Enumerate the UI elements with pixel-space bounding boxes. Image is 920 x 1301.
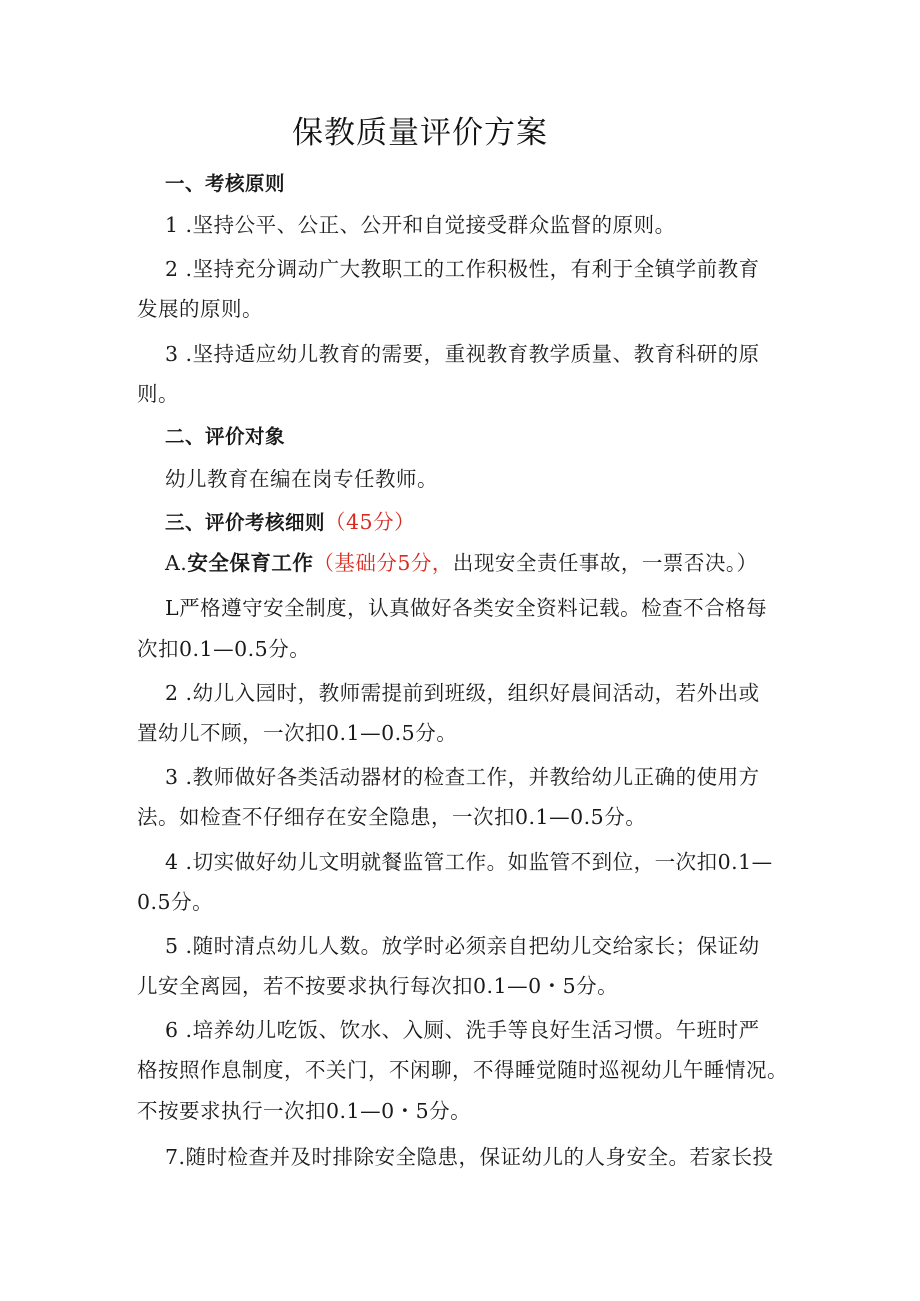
rule-3-line-1: 3 .教师做好各类活动器材的检查工作，并教给幼儿正确的使用方: [165, 765, 760, 789]
rule-7-line-1: 7.随时检查并及时排除安全隐患，保证幼儿的人身安全。若家长投: [165, 1145, 774, 1169]
principle-2-line-2: 发展的原则。: [137, 297, 263, 321]
rule-5-line-1: 5 .随时清点幼儿人数。放学时必须亲自把幼儿交给家长；保证幼: [165, 934, 760, 958]
section-heading-principles: 一、考核原则: [165, 172, 286, 195]
section-heading-target: 二、评价对象: [165, 425, 286, 448]
rule-1-line-2: 次扣0.1—0.5分。: [137, 637, 311, 661]
rule-2-line-1: 2 .幼儿入园时，教师需提前到班级，组织好晨间活动，若外出或: [165, 681, 760, 705]
principle-3-line-2: 则。: [137, 382, 179, 406]
subsection-a-heading: [165, 546, 758, 576]
rules-heading-text: 三、评价考核细则: [165, 511, 326, 534]
rule-6-line-1: 6 .培养幼儿吃饭、饮水、入厕、洗手等良好生活习惯。午班时严: [165, 1018, 760, 1042]
target-text: 幼儿教育在编在岗专任教师。: [165, 467, 438, 491]
subsection-a-title: 安全保育工作: [187, 551, 314, 575]
rule-6-line-2: 格按照作息制度，不关门，不闲聊，不得睡觉随时巡视幼儿午睡情况。: [137, 1058, 788, 1082]
principle-1: 1 .坚持公平、公正、公开和自觉接受群众监督的原则。: [165, 213, 676, 237]
document-title: 保教质量评价方案: [292, 115, 548, 151]
subsection-a-note: 出现安全责任事故，一票否决。）: [452, 551, 758, 575]
rule-1-line-1: L严格遵守安全制度，认真做好各类安全资料记载。检查不合格每: [165, 596, 768, 620]
rule-2-line-2: 置幼儿不顾，一次扣0.1—0.5分。: [137, 721, 458, 745]
rule-6-line-3: 不按要求执行一次扣0.1—0・5分。: [137, 1099, 472, 1123]
subsection-a-prefix: A.: [165, 551, 188, 575]
rule-3-line-2: 法。如检查不仔细存在安全隐患，一次扣0.1—0.5分。: [137, 805, 647, 829]
principle-3-line-1: 3 .坚持适应幼儿教育的需要，重视教育教学质量、教育科研的原: [165, 342, 760, 366]
rule-4-line-1: 4 .切实做好幼儿文明就餐监管工作。如监管不到位，一次扣0.1—: [165, 850, 773, 874]
rule-4-line-2: 0.5分。: [137, 890, 214, 914]
subsection-a-note-red: （基础分5分，: [313, 551, 453, 575]
rules-score: （45分）: [325, 510, 416, 534]
section-heading-rules: [165, 505, 415, 535]
rule-5-line-2: 儿安全离园，若不按要求执行每次扣0.1—0・5分。: [137, 974, 619, 998]
principle-2-line-1: 2 .坚持充分调动广大教职工的工作积极性，有利于全镇学前教育: [165, 257, 760, 281]
